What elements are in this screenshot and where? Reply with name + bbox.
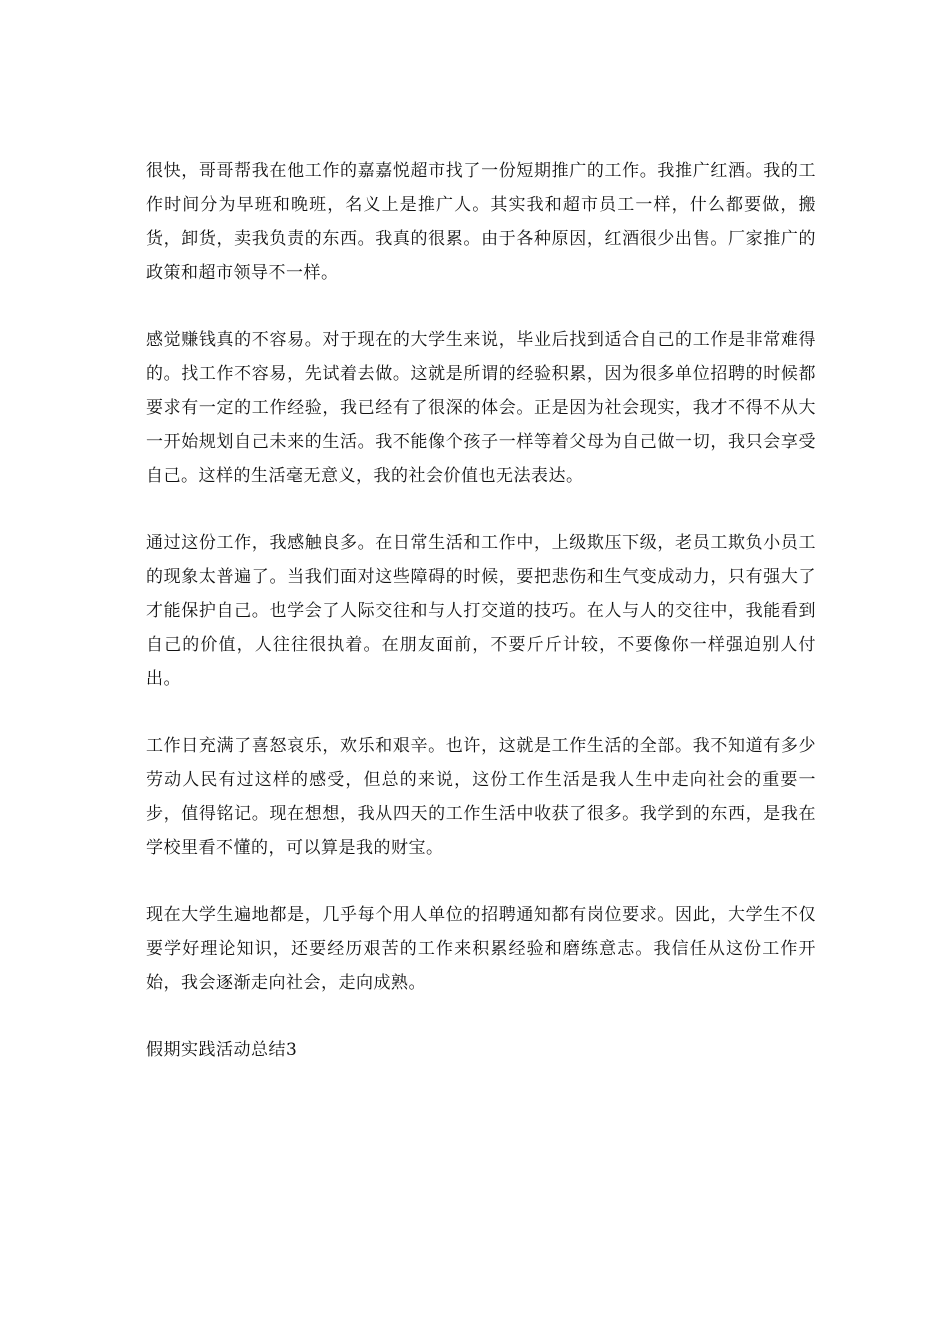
paragraph-3: 通过这份工作，我感触良多。在日常生活和工作中，上级欺压下级，老员工欺负小员工的现象太普遍了。当我们面对这些障碍的时候，要把悲伤和生气变成动力，只有强大了才能保护自己。也学会了人际交往和与人打交道的技巧。在人与人的交往中，我能看到自己的价值，人往往很执着。在朋友面前，不要斤斤计较，不要像你一样强迫别人付出。 bbox=[146, 533, 816, 689]
section-heading: 假期实践活动总结3 bbox=[146, 1040, 298, 1060]
document-body bbox=[146, 154, 816, 1067]
paragraph-1: 很快，哥哥帮我在他工作的嘉嘉悦超市找了一份短期推广的工作。我推广红酒。我的工作时间分为早班和晚班，名义上是推广人。其实我和超市员工一样，什么都要做，搬货，卸货，卖我负责的东西。我真的很累。由于各种原因，红酒很少出售。厂家推广的政策和超市领导不一样。 bbox=[146, 161, 816, 283]
paragraph-5: 现在大学生遍地都是，几乎每个用人单位的招聘通知都有岗位要求。因此，大学生不仅要学好理论知识，还要经历艰苦的工作来积累经验和磨练意志。我信任从这份工作开始，我会逐渐走向社会，走向成熟。 bbox=[146, 905, 816, 993]
paragraph-4: 工作日充满了喜怒哀乐，欢乐和艰辛。也许，这就是工作生活的全部。我不知道有多少劳动人民有过这样的感受，但总的来说，这份工作生活是我人生中走向社会的重要一步，值得铭记。现在想想，我从四天的工作生活中收获了很多。我学到的东西，是我在学校里看不懂的，可以算是我的财宝。 bbox=[146, 736, 816, 858]
paragraph-2: 感觉赚钱真的不容易。对于现在的大学生来说，毕业后找到适合自己的工作是非常难得的。找工作不容易，先试着去做。这就是所谓的经验积累，因为很多单位招聘的时候都要求有一定的工作经验，我已经有了很深的体会。正是因为社会现实，我才不得不从大一开始规划自己未来的生活。我不能像个孩子一样等着父母为自己做一切，我只会享受自己。这样的生活毫无意义，我的社会价值也无法表达。 bbox=[146, 330, 816, 486]
